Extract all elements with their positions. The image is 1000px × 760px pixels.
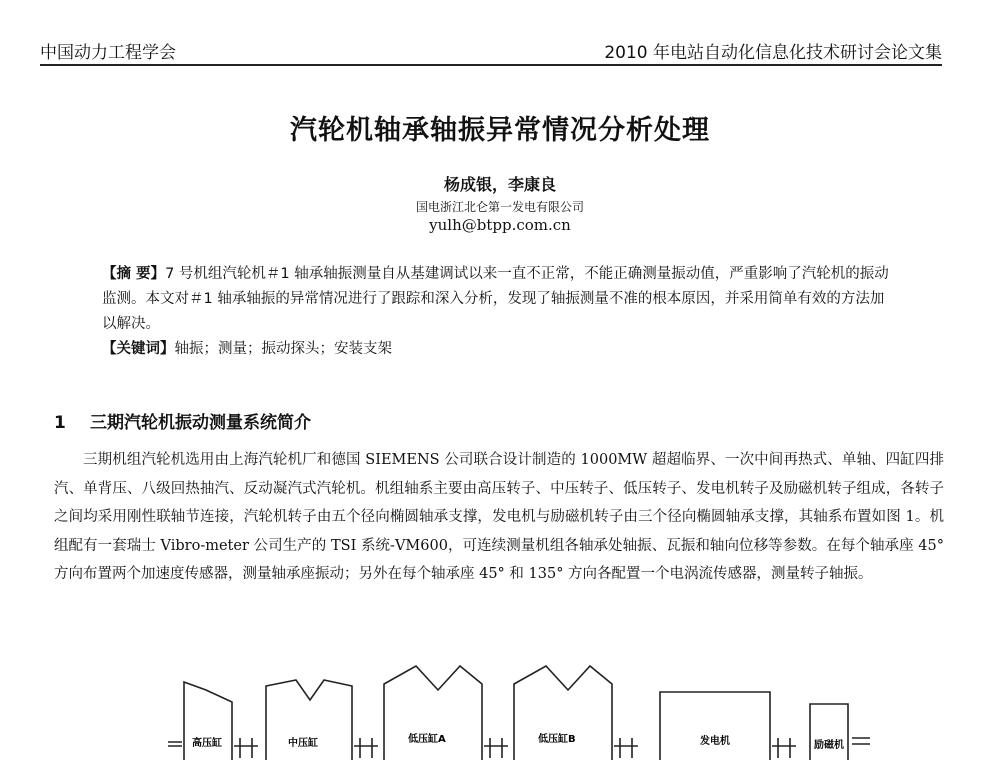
header-proceedings: 2010 年电站自动化信息化技术研讨会论文集 — [604, 43, 942, 63]
coupling-mark — [852, 738, 870, 744]
abstract-block — [102, 262, 892, 362]
section-number: 1 — [54, 413, 66, 433]
generator-outline — [660, 692, 770, 760]
fig-label-hp: 高压缸 — [192, 738, 222, 749]
abstract-label: 【摘 要】 — [102, 266, 166, 282]
paper-email: yulh@btpp.com.cn — [429, 216, 571, 234]
section-title: 三期汽轮机振动测量系统简介 — [90, 413, 311, 433]
paper-title: 汽轮机轴承轴振异常情况分析处理 — [290, 115, 710, 146]
header-rule — [40, 64, 942, 66]
coupling-mark — [614, 738, 638, 758]
fig-label-lpa: 低压缸A — [408, 734, 446, 745]
fig-label-generator: 发电机 — [700, 736, 730, 747]
coupling-mark — [234, 738, 258, 758]
coupling-mark — [168, 742, 182, 746]
section-paragraph: 三期机组汽轮机选用由上海汽轮机厂和德国 SIEMENS 公司联合设计制造的 1000MW 超超临界、一次中间再热式、单轴、四缸四排汽、单背压、八级回热抽汽、反动凝汽式汽轮机。机组轴系主要由高压转子、中压转子、低压转子、发电机转子及励磁机转子组成，各转子之间均采用刚性联轴节连接，汽轮机转子由五个径向椭圆轴承支撑，发电机与励磁机转子由三个径向椭圆轴承支撑，其轴系布置如图 1。机组配有一套瑞士 Vibro-meter 公司生产的 TSI 系统-VM600，可连续测量机组各轴承处轴振、瓦振和轴向位移等参数。在每个轴承座 45° 方向布置两个加速度传感器，测量轴承座振动；另外在每个轴承座 45° 和 135° 方向各配置一个电涡流传感器，测量转子轴振。 — [54, 452, 944, 582]
coupling-mark — [354, 738, 378, 758]
keywords-text: 轴振；测量；振动探头；安装支架 — [174, 341, 392, 357]
shaft-layout-figure — [0, 650, 1000, 760]
lpb-cylinder-outline — [514, 666, 612, 760]
paper-authors: 杨成银，李康良 — [443, 175, 556, 194]
fig-label-lpb: 低压缸B — [538, 734, 576, 745]
abstract-text: 7 号机组汽轮机＃1 轴承轴振测量自从基建调试以来一直不正常，不能正确测量振动值，严重影响了汽轮机的振动监测。本文对＃1 轴承轴振的异常情况进行了跟踪和深入分析，发现了轴振测量不准的根本原因，并采用简单有效的方法加以解决。 — [102, 266, 889, 332]
coupling-mark — [772, 738, 796, 758]
fig-label-ip: 中压缸 — [288, 738, 318, 749]
keywords-paragraph — [102, 337, 892, 362]
keywords-label: 【关键词】 — [102, 341, 175, 357]
lpa-cylinder-outline — [384, 666, 482, 760]
paper-affiliation: 国电浙江北仑第一发电有限公司 — [415, 200, 584, 214]
exciter-outline — [810, 704, 848, 760]
header-conference: 中国动力工程学会 — [40, 43, 176, 63]
fig-label-exciter: 励磁机 — [814, 740, 844, 751]
abstract-paragraph — [102, 262, 892, 337]
coupling-mark — [484, 738, 508, 758]
section-heading — [54, 408, 311, 433]
